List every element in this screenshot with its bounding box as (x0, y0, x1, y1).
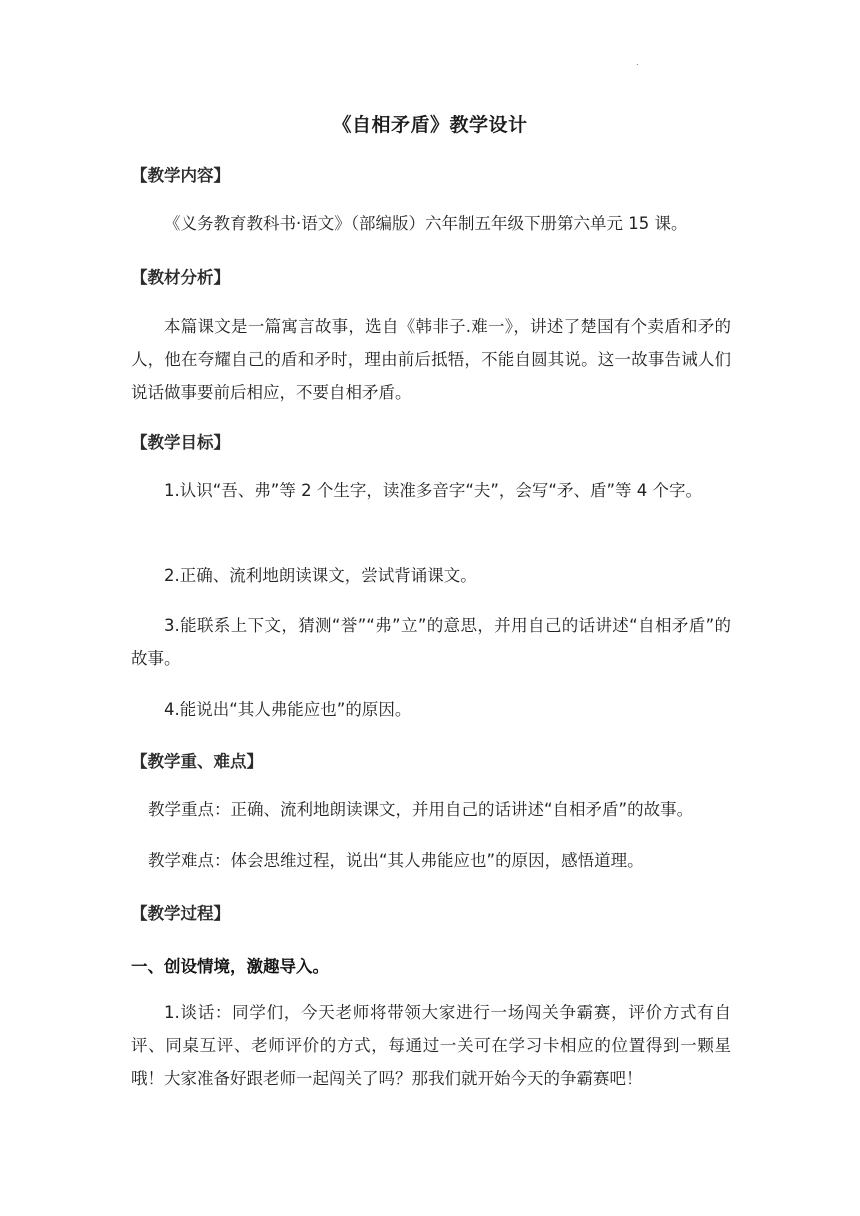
goal-item-3: 3.能联系上下文，猜测“誉”“弗”立”的意思，并用自己的话讲述“自相矛盾”的故事。 (131, 616, 731, 668)
paragraph-focus: 教学重点：正确、流利地朗读课文，并用自己的话讲述“自相矛盾”的故事。 (148, 800, 694, 819)
paragraph-material-analysis: 本篇课文是一篇寓言故事，选自《韩非子.难一》，讲述了楚国有个卖盾和矛的人，他在夸耀自己的盾和矛时，理由前后抵牾，不能自圆其说。这一故事告诫人们说话做事要前后相应，不要自相矛盾。 (131, 317, 731, 402)
step-1-title: 一、创设情境，激趣导入。 (131, 957, 329, 976)
heading-key-points: 【教学重、难点】 (131, 752, 263, 771)
heading-material-analysis: 【教材分析】 (131, 268, 230, 287)
heading-teaching-content: 【教学内容】 (131, 166, 230, 185)
header-mark: . (636, 58, 639, 67)
step-1-paragraph: 1.谈话：同学们，今天老师将带领大家进行一场闯关争霸赛，评价方式有自评、同桌互评、老师评价的方式，每通过一关可在学习卡相应的位置得到一颗星哦！大家准备好跟老师一起闯关了吗？那我们就开始今天的争霸赛吧！ (131, 1003, 731, 1088)
heading-teaching-process: 【教学过程】 (131, 904, 230, 923)
goal-item-1: 1.认识“吾、弗”等 2 个生字，读准多音字“夫”，会写“矛、盾”等 4 个字。 (164, 481, 703, 500)
goal-item-4: 4.能说出“其人弗能应也”的原因。 (164, 700, 412, 719)
paragraph-teaching-content: 《义务教育教科书·语文》（部编版）六年制五年级下册第六单元 15 课。 (164, 214, 688, 233)
page-title: 《自相矛盾》教学设计 (332, 114, 528, 136)
goal-item-2: 2.正确、流利地朗读课文，尝试背诵课文。 (164, 566, 477, 585)
paragraph-difficulty: 教学难点：体会思维过程，说出“其人弗能应也”的原因，感悟道理。 (148, 851, 644, 870)
heading-teaching-goals: 【教学目标】 (131, 433, 230, 452)
